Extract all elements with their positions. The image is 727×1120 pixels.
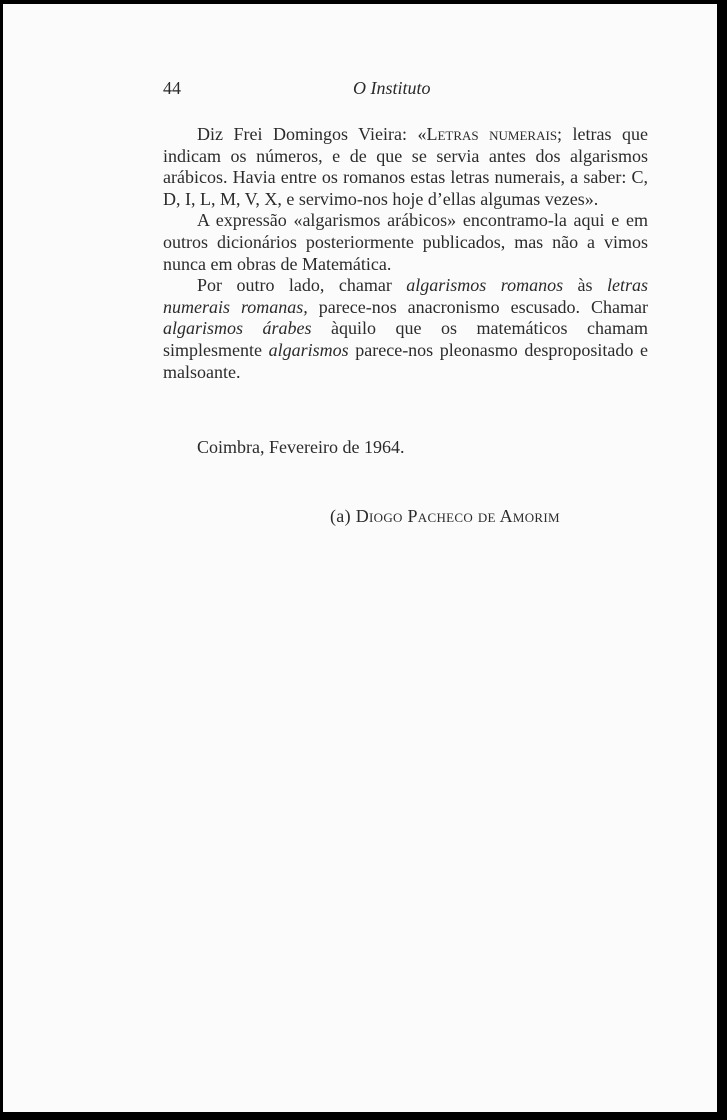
place-and-date: Coimbra, Fevereiro de 1964.: [197, 437, 405, 457]
signature-author: Diogo Pacheco de Amorim: [355, 506, 560, 526]
paragraph-1: [163, 124, 648, 210]
paragraph-2: [163, 210, 648, 275]
paragraph-3: [163, 275, 648, 383]
p3-italic-d: letras numerais romanas,: [163, 275, 648, 317]
page-header: [163, 74, 648, 104]
p3-text-c: às: [563, 275, 607, 296]
p3-text-i: parece-nos pleonasmo despropositado e malsoante.: [163, 339, 648, 382]
signature: [330, 506, 560, 527]
p1-small-caps-term: Letras numerais: [426, 124, 558, 144]
p3-italic-h: algarismos: [268, 339, 349, 360]
p1-text-c: ; letras que indicam os números, e de que se servia antes dos algarismos arábicos. Havia entre os romanos estas letras numerais, a saber: C, D, I, L, M, V, X, e servimo-nos hoje d’ellas algumas vezes».: [163, 124, 648, 209]
p3-italic-f: algarismos árabes: [163, 318, 312, 339]
running-title: O Instituto: [353, 78, 431, 98]
p3-text-a: Por outro lado, chamar: [197, 275, 407, 296]
p3-italic-b: algarismos romanos: [406, 275, 564, 296]
document-page: [3, 4, 717, 1112]
body-text: [163, 124, 648, 383]
p3-text-e: parece-nos anacronismo escusado. Chamar: [307, 296, 648, 317]
p1-text-a: Diz Frei Domingos Vieira: «: [197, 124, 427, 144]
signature-mark: (a): [330, 506, 351, 526]
page-number: 44: [163, 78, 181, 98]
p2-text: A expressão «algarismos arábicos» encontramo-la aqui e em outros dicionários posteriormente publicados, mas não a vimos nunca em obras de Matemática.: [163, 210, 648, 274]
p3-text-g: àquilo que os matemáticos chamam simplesmente: [163, 318, 649, 360]
